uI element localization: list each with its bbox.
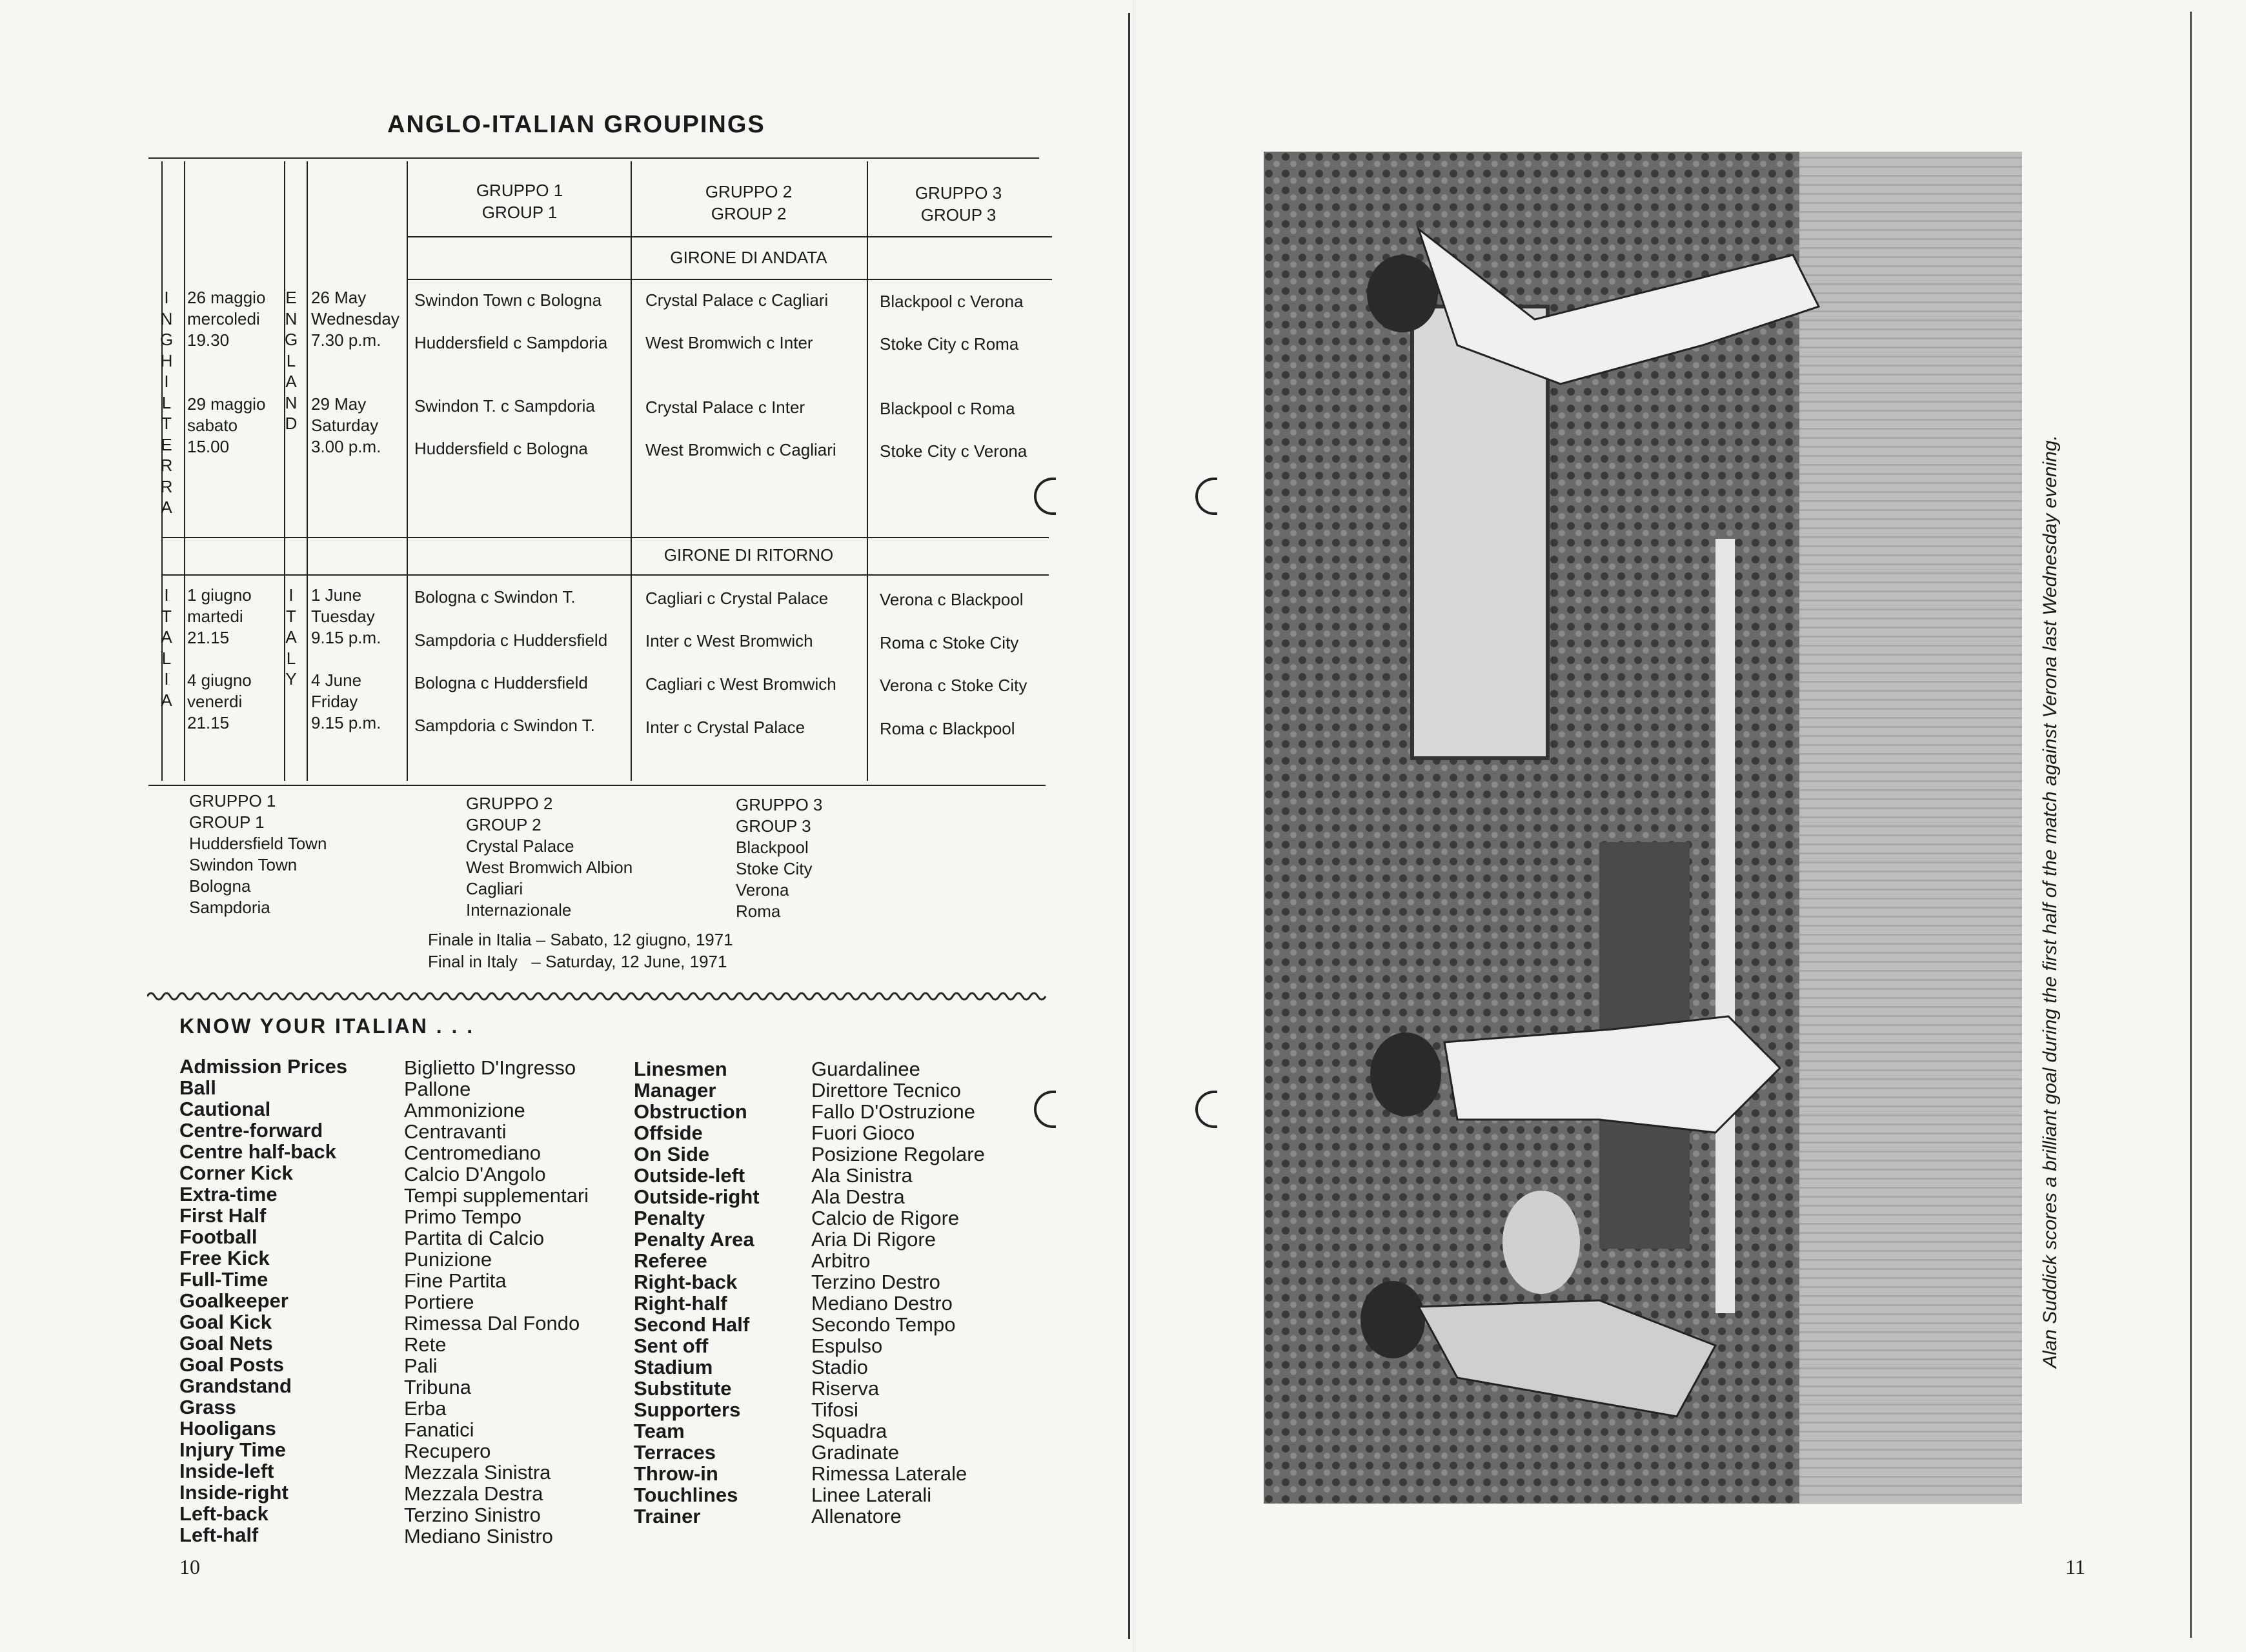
table-bottom-rule	[148, 785, 1046, 786]
country-letter: E	[161, 434, 172, 454]
country-letter: L	[161, 648, 172, 668]
vocab-term-it: Recupero	[404, 1440, 491, 1462]
vocab-term-en: Obstruction	[634, 1100, 747, 1123]
header-g1-en: GROUP 1	[481, 203, 558, 222]
group-line: Bologna	[189, 876, 251, 896]
andata-match: Huddersfield c Bologna	[414, 439, 588, 458]
date-line: Wednesday	[311, 309, 400, 328]
vocab-term-it: Aria Di Rigore	[811, 1228, 936, 1251]
andata-match: Crystal Palace c Inter	[645, 398, 805, 417]
country-letter: I	[288, 585, 294, 605]
vocab-term-it: Mediano Sinistro	[404, 1525, 553, 1547]
finale-it: Finale in Italia – Sabato, 12 giugno, 1971	[428, 930, 733, 949]
vocab-term-it: Ala Sinistra	[811, 1164, 913, 1187]
vocab-term-en: Goal Kick	[179, 1311, 272, 1333]
country-letter: N	[160, 308, 173, 328]
country-letter: A	[161, 498, 172, 517]
andata-date-it-1	[187, 287, 265, 351]
group-line: GRUPPO 2	[466, 794, 553, 813]
vocab-term-en: On Side	[634, 1143, 710, 1165]
country-letter: I	[164, 372, 169, 391]
ritorno-match: Inter c West Bromwich	[645, 631, 813, 650]
vocab-term-en: Grass	[179, 1396, 236, 1418]
andata-match: Stoke City c Roma	[880, 334, 1019, 354]
vocab-term-en: Left-half	[179, 1524, 259, 1546]
vocab-term-it: Direttore Tecnico	[811, 1079, 962, 1102]
groupings-title: ANGLO-ITALIAN GROUPINGS	[387, 111, 765, 138]
vocab-term-it: Posizione Regolare	[811, 1143, 985, 1165]
date-line: 9.15 p.m.	[311, 628, 381, 647]
vocab-term-it: Arbitro	[811, 1249, 871, 1272]
vocab-term-en: Second Half	[634, 1313, 750, 1336]
country-letter: A	[161, 627, 172, 647]
country-letter: G	[285, 330, 298, 349]
england-letters	[285, 287, 298, 434]
vocab-term-en: Right-back	[634, 1271, 738, 1293]
vocab-en-col-1	[179, 1056, 347, 1546]
header-g3-en: GROUP 3	[920, 205, 997, 225]
vocab-term-en: Grandstand	[179, 1375, 292, 1397]
andata-date-it-2	[187, 394, 265, 458]
page-gutter	[1128, 13, 1130, 1639]
vocab-term-it: Punizione	[404, 1248, 492, 1271]
vocab-term-it: Terzino Sinistro	[404, 1504, 541, 1526]
andata-match: West Bromwich c Cagliari	[645, 440, 836, 459]
date-line: 9.15 p.m.	[311, 713, 381, 732]
header-g2-it: GRUPPO 2	[705, 182, 793, 201]
vocab-term-it: Tifosi	[811, 1398, 858, 1421]
country-letter: E	[285, 288, 297, 307]
date-line: 7.30 p.m.	[311, 330, 381, 350]
vline-6	[631, 161, 632, 781]
vocab-term-en: Injury Time	[179, 1438, 286, 1461]
group-line: GROUP 3	[736, 816, 811, 836]
vocab-term-en: Ball	[179, 1076, 216, 1099]
vocab-term-en: Football	[179, 1225, 258, 1248]
vocab-term-it: Partita di Calcio	[404, 1227, 545, 1249]
page-edge	[2190, 12, 2192, 1638]
vocab-term-en: Supporters	[634, 1398, 741, 1421]
date-line: 29 May	[311, 394, 367, 414]
vocab-term-en: Corner Kick	[179, 1162, 293, 1184]
vocab-term-en: Goalkeeper	[179, 1289, 288, 1312]
vocab-term-en: Full-Time	[179, 1268, 268, 1291]
vline-2	[184, 161, 185, 781]
vocab-term-en: Substitute	[634, 1377, 732, 1400]
vocab-term-en: Goal Posts	[179, 1353, 284, 1376]
ritorno-date-it-2	[187, 670, 252, 734]
italy-letters	[285, 585, 298, 690]
date-line: 26 May	[311, 288, 367, 307]
vline-7	[867, 161, 868, 781]
group-2-list	[466, 793, 632, 921]
date-line: 1 June	[311, 585, 362, 605]
vocab-it-col-1	[404, 1057, 589, 1547]
vocab-term-it: Rimessa Laterale	[811, 1462, 967, 1485]
date-line: Tuesday	[311, 607, 375, 626]
vocab-term-en: Outside-left	[634, 1164, 745, 1187]
vocab-term-en: Free Kick	[179, 1247, 270, 1269]
vocab-term-en: Cautional	[179, 1098, 271, 1120]
andata-match: Swindon T. c Sampdoria	[414, 396, 595, 416]
ritorno-match: Sampdoria c Swindon T.	[414, 716, 595, 735]
vocab-term-it: Stadio	[811, 1356, 868, 1378]
date-line: martedi	[187, 607, 243, 626]
vocab-term-en: Penalty Area	[634, 1228, 754, 1251]
andata-match: Blackpool c Roma	[880, 399, 1015, 418]
group-3-list	[736, 794, 822, 922]
andata-match: Crystal Palace c Cagliari	[645, 290, 829, 310]
group-line: Internazionale	[466, 900, 572, 920]
italia-letters	[160, 585, 173, 710]
header-g1-it: GRUPPO 1	[476, 181, 563, 200]
group-line: Sampdoria	[189, 898, 270, 917]
date-line: 4 giugno	[187, 670, 252, 690]
country-letter: N	[285, 308, 298, 328]
final-en: Final in Italy – Saturday, 12 June, 1971	[428, 952, 727, 971]
vocab-term-it: Gradinate	[811, 1441, 900, 1464]
vline-4	[307, 161, 308, 781]
group-line: Roma	[736, 902, 781, 921]
mid-rule-2	[161, 574, 1049, 576]
group-line: Swindon Town	[189, 855, 298, 874]
andata-match: Blackpool c Verona	[880, 292, 1024, 311]
vocab-term-en: Centre half-back	[179, 1140, 336, 1163]
date-line: 21.15	[187, 628, 230, 647]
ritorno-match: Cagliari c West Bromwich	[645, 674, 836, 694]
country-letter: R	[160, 456, 173, 475]
date-line: 21.15	[187, 713, 230, 732]
vocab-term-en: Team	[634, 1420, 685, 1442]
vocab-term-it: Ala Destra	[811, 1185, 905, 1208]
country-letter: D	[285, 414, 298, 433]
country-letter: L	[161, 392, 172, 412]
date-line: 15.00	[187, 437, 230, 456]
vocab-term-en: Throw-in	[634, 1462, 718, 1485]
vocab-term-it: Secondo Tempo	[811, 1313, 956, 1336]
vocab-term-it: Portiere	[404, 1291, 474, 1313]
vocab-term-it: Tempi supplementari	[404, 1184, 589, 1207]
group-line: West Bromwich Albion	[466, 858, 633, 877]
vocab-it-col-2	[811, 1058, 985, 1527]
vocab-term-it: Rimessa Dal Fondo	[404, 1312, 580, 1335]
vocab-term-en: Right-half	[634, 1292, 727, 1315]
vocab-term-en: Extra-time	[179, 1183, 278, 1205]
date-line: mercoledi	[187, 309, 260, 328]
header-g3-it: GRUPPO 3	[915, 183, 1002, 203]
vline-5	[407, 161, 408, 781]
header-rule	[407, 236, 1052, 237]
group-line: Crystal Palace	[466, 836, 574, 856]
date-line: 4 June	[311, 670, 362, 690]
date-line: 26 maggio	[187, 288, 266, 307]
date-line: 3.00 p.m.	[311, 437, 381, 456]
country-letter: T	[161, 606, 172, 626]
group-line: Verona	[736, 880, 789, 900]
vocab-term-it: Erba	[404, 1397, 447, 1420]
country-letter: A	[161, 690, 172, 710]
match-photo	[1264, 152, 2022, 1504]
ritorno-match: Bologna c Huddersfield	[414, 673, 588, 692]
country-letter: I	[164, 585, 169, 605]
photo-image	[1264, 152, 2022, 1504]
andata-label: GIRONE DI ANDATA	[670, 248, 827, 267]
ritorno-match: Inter c Crystal Palace	[645, 718, 805, 737]
country-letter: T	[161, 414, 172, 433]
ritorno-match: Cagliari c Crystal Palace	[645, 589, 829, 608]
country-letter: G	[160, 330, 174, 349]
vocab-term-it: Fine Partita	[404, 1269, 507, 1292]
ritorno-match: Roma c Stoke City	[880, 633, 1019, 652]
date-line: venerdi	[187, 692, 243, 711]
page-number-right: 11	[2065, 1555, 2085, 1578]
group-line: Cagliari	[466, 879, 523, 898]
country-letter: A	[285, 627, 297, 647]
vocab-term-it: Fallo D'Ostruzione	[811, 1100, 976, 1123]
vocab-term-en: Terraces	[634, 1441, 716, 1464]
country-letter: L	[286, 648, 296, 668]
date-line: Saturday	[311, 416, 379, 435]
vocab-term-en: Centre-forward	[179, 1119, 323, 1142]
andata-match: Huddersfield c Sampdoria	[414, 333, 608, 352]
vocab-term-it: Espulso	[811, 1335, 883, 1357]
table-top-rule	[148, 157, 1039, 159]
vocab-term-en: Referee	[634, 1249, 707, 1272]
vocab-term-it: Pali	[404, 1355, 438, 1377]
vocab-term-en: Sent off	[634, 1335, 709, 1357]
date-line: 1 giugno	[187, 585, 252, 605]
mid-rule-1	[161, 537, 1049, 538]
know-your-italian-title: KNOW YOUR ITALIAN . . .	[179, 1014, 475, 1038]
ritorno-match: Bologna c Swindon T.	[414, 587, 576, 607]
group-line: GROUP 1	[189, 812, 265, 832]
photo-caption: Alan Suddick scores a brilliant goal during the first half of the match against Verona last Wednesday evening.	[2039, 435, 2061, 1368]
vocab-term-en: Outside-right	[634, 1185, 760, 1208]
vocab-term-it: Centromediano	[404, 1142, 541, 1164]
vocab-term-it: Squadra	[811, 1420, 887, 1442]
vocab-term-en: Manager	[634, 1079, 716, 1102]
vocab-term-it: Allenatore	[811, 1505, 902, 1527]
vocab-term-en: Touchlines	[634, 1484, 738, 1506]
wavy-divider	[147, 987, 1047, 1007]
vocab-term-it: Tribuna	[404, 1376, 471, 1398]
andata-match: Stoke City c Verona	[880, 441, 1027, 461]
andata-rule	[407, 279, 1052, 280]
vocab-term-it: Guardalinee	[811, 1058, 920, 1080]
vocab-term-en: Inside-left	[179, 1460, 274, 1482]
country-letter: N	[285, 392, 298, 412]
vocab-term-it: Fuori Gioco	[811, 1122, 915, 1144]
vocab-term-it: Linee Laterali	[811, 1484, 932, 1506]
vocab-term-it: Terzino Destro	[811, 1271, 940, 1293]
vocab-term-it: Primo Tempo	[404, 1205, 522, 1228]
country-letter: T	[286, 606, 296, 626]
group-line: Blackpool	[736, 838, 809, 857]
group-line: Huddersfield Town	[189, 834, 327, 853]
vocab-term-en: First Half	[179, 1204, 267, 1227]
vocab-term-it: Centravanti	[404, 1120, 507, 1143]
vocab-term-en: Inside-right	[179, 1481, 288, 1504]
date-line: 19.30	[187, 330, 230, 350]
ritorno-label: GIRONE DI RITORNO	[663, 545, 834, 565]
header-g2-en: GROUP 2	[711, 204, 787, 223]
ritorno-match: Roma c Blackpool	[880, 719, 1015, 738]
group-line: Stoke City	[736, 859, 813, 878]
date-line: Friday	[311, 692, 358, 711]
vocab-term-it: Ammonizione	[404, 1099, 525, 1122]
vocab-term-it: Biglietto D'Ingresso	[404, 1056, 576, 1079]
vocab-term-it: Calcio de Rigore	[811, 1207, 960, 1229]
vocab-term-it: Mezzala Sinistra	[404, 1461, 551, 1484]
inghilterra-letters	[160, 287, 173, 518]
andata-date-en-2	[311, 394, 381, 458]
ritorno-match: Verona c Stoke City	[880, 676, 1027, 695]
group-line: GRUPPO 1	[189, 791, 276, 811]
country-letter: H	[160, 350, 173, 370]
vocab-term-en: Trainer	[634, 1505, 701, 1527]
andata-match: Swindon Town c Bologna	[414, 290, 602, 310]
page-number-left: 10	[179, 1555, 200, 1578]
ritorno-match: Sampdoria c Huddersfield	[414, 630, 608, 650]
vocab-term-it: Pallone	[404, 1078, 471, 1100]
country-letter: Y	[285, 669, 297, 689]
date-line: 29 maggio	[187, 394, 266, 414]
vocab-term-it: Mediano Destro	[811, 1292, 953, 1315]
vocab-term-en: Admission Prices	[179, 1055, 348, 1078]
vocab-term-en: Penalty	[634, 1207, 705, 1229]
ritorno-date-it-1	[187, 585, 252, 649]
andata-date-en-1	[311, 287, 400, 351]
group-line: GRUPPO 3	[736, 795, 823, 814]
country-letter: I	[164, 669, 169, 689]
vocab-term-en: Stadium	[634, 1356, 713, 1378]
country-letter: A	[285, 372, 297, 391]
group-1-list	[189, 791, 327, 918]
vocab-term-en: Linesmen	[634, 1058, 727, 1080]
vocab-term-en: Goal Nets	[179, 1332, 273, 1355]
vocab-en-col-2	[634, 1058, 760, 1527]
vocab-term-en: Left-back	[179, 1502, 268, 1525]
country-letter: L	[286, 350, 296, 370]
ritorno-match: Verona c Blackpool	[880, 590, 1024, 609]
vocab-term-it: Rete	[404, 1333, 447, 1356]
ritorno-date-en-1	[311, 585, 381, 649]
country-letter: R	[160, 476, 173, 496]
andata-match: West Bromwich c Inter	[645, 333, 813, 352]
group-line: GROUP 2	[466, 815, 541, 834]
vocab-term-it: Riserva	[811, 1377, 880, 1400]
vocab-term-en: Offside	[634, 1122, 703, 1144]
vocab-term-en: Hooligans	[179, 1417, 276, 1440]
vocab-term-it: Mezzala Destra	[404, 1482, 543, 1505]
vocab-term-it: Calcio D'Angolo	[404, 1163, 546, 1185]
date-line: sabato	[187, 416, 238, 435]
country-letter: I	[164, 288, 169, 307]
vocab-term-it: Fanatici	[404, 1418, 474, 1441]
ritorno-date-en-2	[311, 670, 381, 734]
